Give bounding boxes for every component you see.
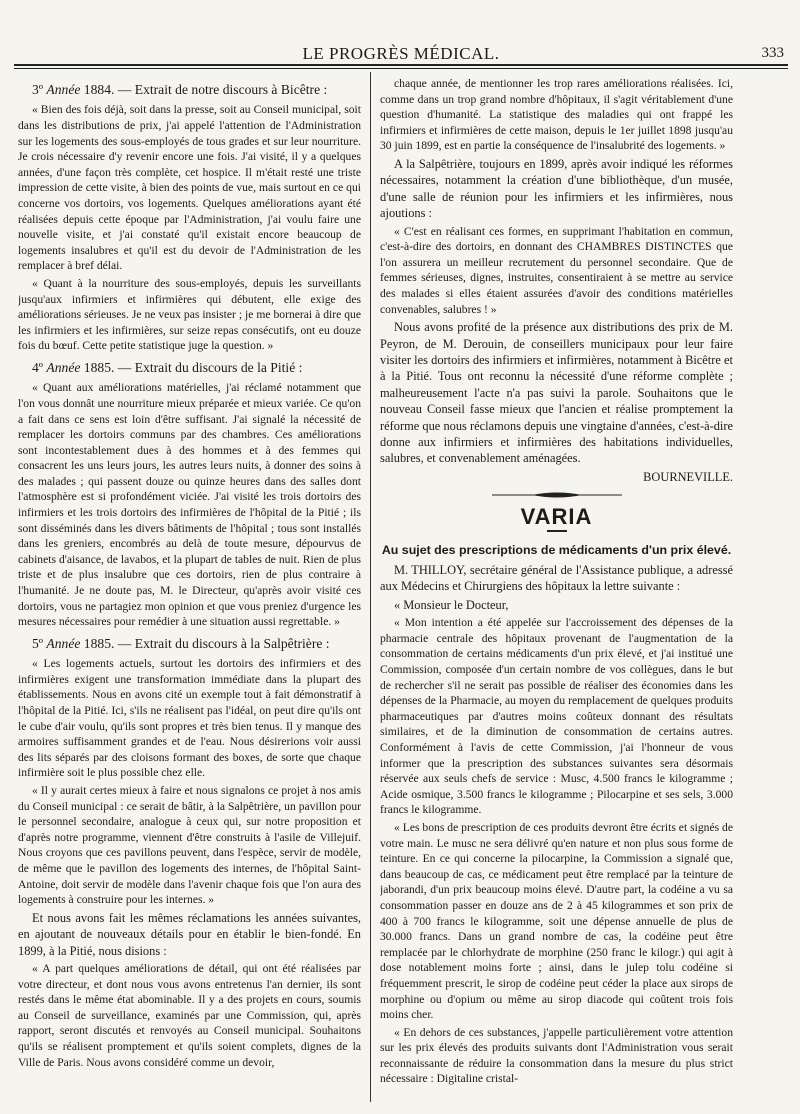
- heading-text: 1885. — Extrait du discours de la Pitié :: [83, 359, 303, 375]
- journal-title: LE PROGRÈS MÉDICAL.: [302, 44, 500, 63]
- paragraph: chaque année, de mentionner les trop rares améliorations réalisées. Ici, comme dans un trop grand nombre d'hôpitaux, il s'agit véritablement d'une question d'humanité. La statistique des maladies qui ont frappé les infirmiers et infirmières de cette maison, depuis le 1er juillet 1898 jusqu'au 30 juin 1899, est en partie la conséquence de l'insalubrité des logements. »: [380, 77, 733, 153]
- heading-year-word: Année: [46, 635, 81, 651]
- heading-ordinal: 3º: [32, 82, 44, 97]
- column-separator: [370, 72, 371, 1102]
- paragraph: « Monsieur le Docteur,: [394, 597, 509, 612]
- paragraph: « Il y aurait certes mieux à faire et nous signalons ce projet à nos amis du Conseil municipal : ce serait de bâtir, à la Salpêtrière, un pavillon pour le personnel secondaire, analogue à ceux qui, sur notre proposition et d'après notre programme, viennent d'être construits à l'asile de Villejuif. Nous croyons que ces pavillons peuvent, dans l'espèce, servir de modèle, de même que le pavillon des logements des internes, de l'hôpital Saint-Antoine, doit servir de modèle dans l'avenir chaque fois que l'on aura des logements à construire pour les internes. »: [18, 783, 361, 907]
- header-rule-thick: [14, 64, 788, 66]
- paragraph: « Quant à la nourriture des sous-employés, depuis les surveillants jusqu'aux infirmiers et infirmières qui débutent, elle exige des améliorations sérieuses. Je ne veux pas insister ; je me bornerai à dire que les infirmiers et les infirmières, sur seize repas consécutifs, ont eu douze fois du bœuf. Cette petite statistique juge la question. »: [18, 276, 361, 353]
- left-column: [18, 76, 361, 1102]
- paragraph: Et nous avons fait les mêmes réclamations les années suivantes, en ajoutant de nouveaux détails pour en établir le bien-fondé. En 1899, à la Pitié, nous disions :: [18, 910, 361, 958]
- paragraph: « A part quelques améliorations de détail, qui ont été réalisées par votre directeur, et dont nous vous avons entretenus l'an dernier, ils sont restés dans le même état abominable. Il y a des projets en cours, soumis au Conseil de surveillance, examinés par une Commission, qui, après rapport, seront discutés et renvoyés au Conseil municipal. Souhaitons qu'ils se réalisent promptement et qu'ils soient complets, dignes de la Ville de Paris. Nous avons considéré comme un devoir,: [18, 961, 361, 1069]
- header-rule-thin: [14, 68, 788, 69]
- heading-ordinal: 5º: [32, 635, 44, 651]
- heading-year-word: Année: [46, 359, 81, 375]
- paragraph: « En dehors de ces substances, j'appelle particulièrement votre attention sur les prix élevés des produits suivants dont l'Administration vous serait reconnaissante de réduire la consommation dans la mesure du plus strict nécessaire : Digitaline cristal-: [380, 1025, 733, 1086]
- paragraph: « Les logements actuels, surtout les dortoirs des infirmiers et des infirmières exigent une transformation immédiate dans la plupart des établissements. Nous en avons cité un exemple tout à fait démonstratif à l'hôpital de la Pitié. Ici, s'ils ne réalisent pas l'idéal, on peut dire qu'ils ont le cube d'air voulu, qu'ils sont propres et très bien tenus. Il y manque des armoires suffisamment grandes et de l'eau. Nous désirerions voir aussi des lits séparés par des cloisons formant des boxes, de sorte que chaque infirmière soit le plus possible chez elle.: [18, 657, 361, 780]
- heading-year-word: Année: [46, 82, 81, 97]
- heading-ordinal: 4º: [32, 359, 44, 375]
- section-heading-1885-salpetriere: [18, 636, 361, 652]
- heading-text: 1885. — Extrait du discours à la Salpêtrière :: [83, 635, 330, 651]
- paragraph: A la Salpêtrière, toujours en 1899, après avoir indiqué les réformes nécessaires, notamment la création d'une bibliothèque, d'un musée, d'une salle de réunion pour les infirmiers et les infirmières, nous ajoutions :: [380, 156, 733, 221]
- title-dash: [547, 530, 567, 532]
- paragraph: « C'est en réalisant ces formes, en supprimant l'habitation en commun, c'est-à-dire des dortoirs, en donnant des CHAMBRES DISTINCTES que l'on assurera un meilleur recrutement du personnel secondaire. Que de femmes sérieuses, dignes, instruites, consentiraient à se mettre au service des malades si elles étaient assurées d'avoir des conditions matérielles convenables, salubres ! »: [380, 224, 733, 316]
- varia-title: VARIA: [520, 504, 593, 530]
- section-heading-1884: [18, 82, 361, 98]
- paragraph: « Les bons de prescription de ces produits devront être écrits et signés de votre main. Le musc ne sera délivré qu'en nature et non plus sous forme de teinture. En ce qui concerne la pilocarpine, la Commission a signalé que, dans beaucoup de cas, ce médicament peut être remplacé par la teinture de jaborandi, d'un prix beaucoup moins élevé. D'autre part, la codéine a vu sa consommation passer en douze ans de 2 à 45 kilogrammes et son prix de 400 à 700 francs le kilogramme, soit une dépense annuelle de plus de 30.000 francs. Dans un grand nombre de cas, la codéine peut être remplacée par le chlorhydrate de morphine (250 franc le kilogr.) qui agit à dose notablement moins forte ; ainsi, dans le julep tolu codéine si fréquemment prescrit, le sirop de codéine peut céder la place aux sirops de morphine ou d'opium ou même au sirop diacode qui coûtent trois fois moins cher.: [380, 820, 733, 1022]
- section-heading-1885-pitie: [18, 360, 361, 376]
- paragraph: « Mon intention a été appelée sur l'accroissement des dépenses de la pharmacie centrale des hôpitaux provenant de l'augmentation de la consommation de certains médicaments d'un prix élevé, et j'ai institué une Commission, composée d'un certain nombre de vos collègues, dans le but de rechercher s'il ne serait pas possible de réaliser des économies dans les dépenses de la Pharmacie, au moyen du remplacement de quelques produits pharmaceutiques par d'autres moins coûteux donnant des résultats similaires, et de la diminution de consommation de certains autres. Conformément à l'avis de cette Commission, j'ai l'honneur de vous informer que la prescription des substances suivantes sera désormais réservée aux seuls chefs de service : Musc, 4.500 francs le kilogramme ; Acide osmique, 3.500 francs le kilogramme ; Pilocarpine et ses sels, 3.000 francs le kilogramme.: [380, 616, 733, 817]
- paragraph: M. THILLOY, secrétaire général de l'Assistance publique, a adressé aux Médecins et Chirurgiens des hôpitaux la lettre suivante :: [380, 563, 733, 594]
- author-signature: BOURNEVILLE.: [643, 469, 733, 484]
- right-column: [380, 76, 733, 1102]
- paragraph: « Quant aux améliorations matérielles, j'ai réclamé notamment que l'on vous donnât une nourriture mieux préparée et mieux variée. Ce qu'on a fait dans ce sens est loin d'être suffisant. J'ai signalé la nécessité de remplacer les dortoirs communs par des chambres. Ces améliorations sont incontestablement dues à des hommes et à des femmes qui consacrent les uns leurs jours, les autres leurs nuits, à donner des soins à des malades ; qui passent douze ou quinze heures dans des salles dont l'atmosphère est si profondément viciée. J'ai visité les trois dortoirs des infirmiers et les trois dortoirs des infirmières de l'hôpital de la Pitié ; ils sont disséminés dans les divers bâtiments de l'hôpital ; tous sont installés dans les greniers, encombrés au delà de toute mesure, dépourvus de cabinets d'aisance, de lavabos, et la plupart de tables de nuit. Rien de plus triste et de plus insalubre que ces dortoirs, rien de plus contraire à l'humanité. Je ne doute pas, M. le Directeur, qu'après avoir visité ces dortoirs, vous ne partagiez mon opinion et que vous preniez d'urgence les mesures nécessaires pour remédier à une situation aussi regrettable. »: [18, 381, 361, 629]
- page-number: 333: [761, 45, 784, 61]
- article-subheading: Au sujet des prescriptions de médicaments d'un prix élevé.: [381, 542, 732, 557]
- section-ornament: [492, 491, 622, 499]
- paragraph: Nous avons profité de la présence aux distributions des prix de M. Peyron, de M. Derouin, de conseillers municipaux pour leur faire visiter les dortoirs des infirmiers et infirmières, notamment à Bicêtre et à la Pitié. Tous ont reconnu la nécessité d'une réforme complète ; malheureusement l'acte n'a pas suivi la parole. Souhaitons que le nouveau Conseil fasse mieux que l'ancien et réalise promptement la réforme que nous réclamons depuis une vingtaine d'années, c'est-à-dire donne aux infirmiers et infirmières des habitations individuelles, salubres, et convenablement aménagées.: [380, 320, 733, 466]
- paragraph: « Bien des fois déjà, soit dans la presse, soit au Conseil municipal, soit dans les distributions de prix, j'ai appelé l'attention de l'Administration sur les logements des sous-employés de tous grades et sur leur nourriture. Je crois nécessaire d'y revenir encore une fois. J'ai visité, il y a quelques années, d'une façon très complète, cet hospice. Il m'était resté une triste impression de cette visite, à bien des points de vue, mais surtout en ce qui concerne vos dortoirs, vos logements. Quelques améliorations ayant été réalisées depuis cette époque par l'Administration, j'ai voulu faire une nouvelle visite, et j'ai constaté qu'il existait encore beaucoup de logements insalubres et qu'il est du devoir de l'Administration de les remplacer à bref délai.: [18, 103, 361, 273]
- heading-text: 1884. — Extrait de notre discours à Bicêtre :: [83, 82, 328, 97]
- running-header: [14, 44, 788, 66]
